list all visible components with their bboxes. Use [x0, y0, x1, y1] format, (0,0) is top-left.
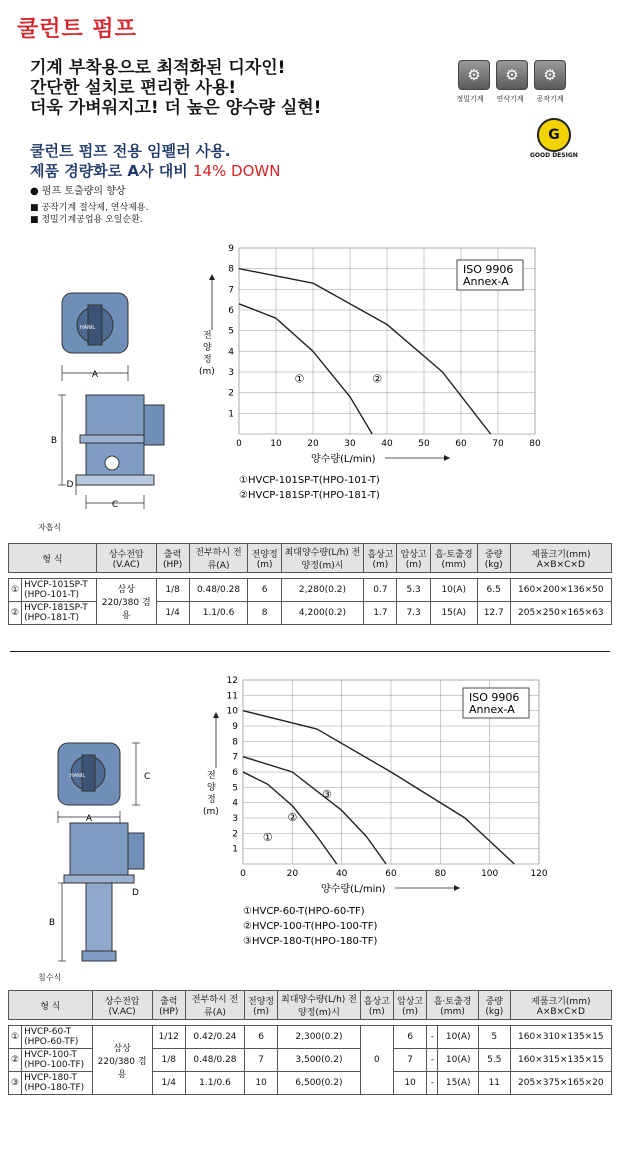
gear-icon: ⚙: [458, 60, 490, 90]
pump-curve-chart-1: [195, 240, 555, 515]
row-output: 1/4: [156, 602, 189, 625]
row-pressure: 7: [393, 1049, 426, 1072]
row-port: 10(A): [438, 1026, 478, 1049]
row-no: ①: [9, 579, 22, 602]
row-no: ②: [9, 602, 22, 625]
row-volt: 삼상 220/380 겸용: [96, 579, 156, 625]
y-tick-label: 7: [232, 752, 238, 763]
series-line: [239, 304, 372, 434]
col-suction: 흡상고 (m): [364, 544, 397, 573]
y-label: 정: [203, 355, 212, 365]
row-model: HVCP-60-T (HPO-60-TF): [22, 1026, 93, 1049]
y-tick-label: 1: [228, 409, 234, 420]
annex-label: Annex-A: [463, 275, 509, 288]
series-label: ②: [287, 811, 298, 825]
col-pressure: 압상고 (m): [393, 991, 426, 1020]
x-label: 양수량(L/min): [321, 884, 386, 895]
y-tick-label: 4: [228, 347, 234, 358]
row-suction: 0: [360, 1026, 393, 1095]
row-flow: 4,200(0.2): [281, 602, 364, 625]
col-model: 형 식: [9, 544, 97, 573]
x-tick-label: 60: [455, 439, 467, 449]
dim-a-label: A: [85, 814, 93, 824]
row-no: ①: [9, 1026, 22, 1049]
series-label: ①: [294, 372, 305, 386]
col-volt: 상수전압 (V.AC): [92, 991, 152, 1020]
col-suction: 흡상고 (m): [360, 991, 393, 1020]
col-size: 제품크기(mm) A×B×C×D: [510, 991, 611, 1020]
y-label: 전: [207, 771, 216, 781]
col-output: 출력 (HP): [152, 991, 186, 1020]
y-tick-label: 8: [232, 737, 238, 748]
table-row: [9, 579, 612, 602]
row-no: ②: [9, 1049, 22, 1072]
y-tick-label: 9: [228, 244, 234, 254]
spec-table-2: [8, 990, 612, 1095]
iso-label: ISO 9906: [463, 263, 514, 276]
x-tick-label: 40: [381, 439, 393, 449]
brand-label: HANIL: [70, 773, 86, 779]
y-tick-label: 5: [228, 326, 234, 337]
y-tick-label: 6: [232, 768, 238, 778]
pump-diagram-2: [40, 725, 180, 970]
row-current: 0.48/0.28: [186, 1049, 245, 1072]
row-model: HVCP-180-T (HPO-180-TF): [22, 1072, 93, 1095]
y-tick-label: 8: [228, 264, 234, 275]
iso-box: [457, 260, 523, 290]
row-current: 1.1/0.6: [189, 602, 248, 625]
weight-reduction-highlight: 14% DOWN: [192, 162, 281, 180]
row-volt: 삼상 220/380 겸용: [92, 1026, 152, 1095]
row-flow: 6,500(0.2): [278, 1072, 361, 1095]
x-tick-label: 70: [492, 439, 504, 449]
good-design-logo-icon: G: [537, 118, 571, 152]
dim-c-label: C: [111, 500, 119, 510]
section-divider: [10, 651, 610, 652]
good-design-label: GOOD DESIGN: [530, 152, 578, 159]
gear-icon: ⚙: [496, 60, 528, 90]
row-flow: 2,300(0.2): [278, 1026, 361, 1049]
y-tick-label: 3: [228, 368, 234, 378]
row-output: 1/4: [152, 1072, 186, 1095]
dim-c-label: C: [144, 772, 151, 782]
row-suction: 0.7: [364, 579, 397, 602]
y-tick-label: 9: [232, 722, 238, 732]
y-tick-label: 1: [232, 844, 238, 855]
x-tick-label: 120: [530, 869, 548, 879]
dim-d-label: D: [66, 480, 74, 490]
col-flow: 최대양수량(L/h) 전양정(m)시: [278, 991, 361, 1020]
headline-1: 기계 부착용으로 최적화된 디자인!: [30, 58, 286, 78]
x-tick-label: 60: [385, 869, 397, 879]
row-flow: 3,500(0.2): [278, 1049, 361, 1072]
row-output: 1/8: [152, 1049, 186, 1072]
x-tick-label: 100: [481, 869, 499, 879]
y-label: (m): [199, 367, 215, 377]
badge-label: 공작기계: [536, 95, 564, 103]
col-port: 흡·토출경 (mm): [430, 544, 477, 573]
row-size: 205×375×165×20: [510, 1072, 611, 1095]
pump-diagram-1: [40, 285, 180, 520]
badge-label: 정밀기계: [456, 95, 484, 103]
y-tick-label: 11: [226, 691, 238, 702]
row-output: 1/8: [156, 579, 189, 602]
headline-3: 더욱 가벼워지고! 더 높은 양수량 실현!: [30, 98, 322, 118]
row-model: HVCP-100-T (HPO-100-TF): [22, 1049, 93, 1072]
bullet-1: ● 펌프 토출량의 향상: [30, 186, 126, 197]
col-weight: 중량 (kg): [478, 991, 510, 1020]
legend-item: ③HVCP-180-T(HPO-180-TF): [243, 936, 378, 947]
row-output: 1/12: [152, 1026, 186, 1049]
row-pressure: 6: [393, 1026, 426, 1049]
iso-box: [463, 688, 529, 718]
row-weight: 5: [478, 1026, 510, 1049]
y-label: 정: [207, 795, 216, 805]
col-output: 출력 (HP): [156, 544, 189, 573]
y-tick-label: 10: [226, 706, 238, 717]
x-tick-label: 20: [307, 439, 319, 449]
row-port: 10(A): [430, 579, 477, 602]
badge-grinding: [496, 60, 528, 90]
legend-item: ②HVCP-100-T(HPO-100-TF): [243, 921, 378, 932]
diagram-2-caption: 침수식: [38, 973, 62, 982]
row-head: 6: [248, 579, 281, 602]
application-badges: [458, 60, 566, 90]
row-flow: 2,280(0.2): [281, 579, 364, 602]
dim-d-label: D: [132, 888, 139, 898]
legend-item: ①HVCP-60-T(HPO-60-TF): [243, 906, 365, 917]
col-size: 제품크기(mm) A×B×C×D: [510, 544, 611, 573]
row-no: ③: [9, 1072, 22, 1095]
series-label: ③: [321, 788, 332, 802]
row-size: 160×200×136×50: [510, 579, 611, 602]
subline-2: [30, 160, 280, 181]
row-size: 205×250×165×63: [510, 602, 611, 625]
headline-2: 간단한 설치로 편리한 사용!: [30, 78, 237, 98]
row-head: 7: [244, 1049, 277, 1072]
row-size: 160×310×135×15: [510, 1026, 611, 1049]
y-label: 양: [203, 343, 212, 353]
row-port: 15(A): [430, 602, 477, 625]
x-tick-label: 20: [286, 869, 299, 879]
col-head: 전양정 (m): [248, 544, 281, 573]
row-dash: -: [427, 1049, 438, 1072]
x-label: 양수량(L/min): [311, 454, 376, 465]
col-current: 전부하시 전류(A): [186, 991, 245, 1020]
row-weight: 11: [478, 1072, 510, 1095]
subline-2-text: 제품 경량화로 A사 대비: [30, 162, 193, 180]
col-current: 전부하시 전류(A): [189, 544, 248, 573]
row-size: 160×315×135×15: [510, 1049, 611, 1072]
series-line: [243, 757, 386, 864]
col-volt: 상수전압 (V.AC): [96, 544, 156, 573]
row-current: 1.1/0.6: [186, 1072, 245, 1095]
x-tick-label: 0: [240, 869, 246, 879]
col-model: 형 식: [9, 991, 93, 1020]
series-label: ①: [262, 831, 273, 844]
row-dash: -: [427, 1072, 438, 1095]
x-tick-label: 0: [236, 439, 242, 449]
bullet-2: ■ 공작기계 절삭제, 연삭제용.: [30, 203, 149, 213]
x-tick-label: 10: [270, 439, 282, 449]
gear-icon: ⚙: [534, 60, 566, 90]
badge-precision: [458, 60, 490, 90]
y-tick-label: 5: [232, 783, 238, 794]
x-tick-label: 50: [418, 439, 430, 449]
row-weight: 5.5: [478, 1049, 510, 1072]
x-tick-label: 80: [434, 869, 447, 879]
row-pressure: 10: [393, 1072, 426, 1095]
row-head: 10: [244, 1072, 277, 1095]
y-tick-label: 12: [226, 676, 238, 686]
dim-b-label: B: [48, 918, 56, 928]
row-port: 15(A): [438, 1072, 478, 1095]
page-title: 쿨런트 펌프: [17, 17, 137, 42]
legend-item: ①HVCP-101SP-T(HPO-101-T): [239, 475, 380, 486]
y-tick-label: 6: [228, 306, 234, 316]
iso-label: ISO 9906: [469, 691, 520, 704]
row-model: HVCP-101SP-T (HPO-101-T): [22, 579, 97, 602]
annex-label: Annex-A: [469, 703, 515, 716]
y-label: (m): [203, 807, 219, 817]
row-current: 0.48/0.28: [189, 579, 248, 602]
legend-item: ②HVCP-181SP-T(HPO-181-T): [239, 490, 380, 501]
badge-label: 연삭기계: [496, 95, 524, 103]
table-row: [9, 1026, 612, 1049]
y-tick-label: 3: [232, 814, 238, 824]
brand-label: HANIL: [80, 325, 96, 331]
y-tick-label: 2: [228, 388, 234, 399]
dim-a-label: A: [91, 370, 99, 380]
x-tick-label: 80: [529, 439, 541, 449]
row-pressure: 7.3: [397, 602, 430, 625]
y-label: 전: [203, 331, 212, 341]
row-suction: 1.7: [364, 602, 397, 625]
row-model: HVCP-181SP-T (HPO-181-T): [22, 602, 97, 625]
col-pressure: 압상고 (m): [397, 544, 430, 573]
y-tick-label: 7: [228, 285, 234, 296]
y-tick-label: 2: [232, 829, 238, 840]
row-head: 8: [248, 602, 281, 625]
spec-table-1: [8, 543, 612, 625]
badge-labels: [450, 94, 570, 104]
row-weight: 12.7: [477, 602, 510, 625]
row-weight: 6.5: [477, 579, 510, 602]
pump-curve-chart-2: [195, 670, 555, 960]
col-head: 전양정 (m): [244, 991, 277, 1020]
row-port: 10(A): [438, 1049, 478, 1072]
y-tick-label: 4: [232, 798, 238, 809]
row-current: 0.42/0.24: [186, 1026, 245, 1049]
row-dash: -: [427, 1026, 438, 1049]
series-label: ②: [372, 372, 383, 386]
badge-machining: [534, 60, 566, 90]
bullet-3: ■ 정밀기계공업용 오일순환.: [30, 215, 143, 225]
dim-b-label: B: [50, 436, 58, 446]
subline-1: 쿨런트 펌프 전용 임펠러 사용.: [30, 142, 231, 160]
col-weight: 중량 (kg): [477, 544, 510, 573]
col-port: 흡·토출경 (mm): [427, 991, 479, 1020]
y-label: 양: [207, 783, 216, 793]
row-pressure: 5.3: [397, 579, 430, 602]
col-flow: 최대양수량(L/h) 전양정(m)시: [281, 544, 364, 573]
diagram-1-caption: 자흡식: [38, 523, 62, 532]
x-tick-label: 30: [344, 439, 356, 449]
x-tick-label: 40: [335, 869, 348, 879]
row-head: 6: [244, 1026, 277, 1049]
